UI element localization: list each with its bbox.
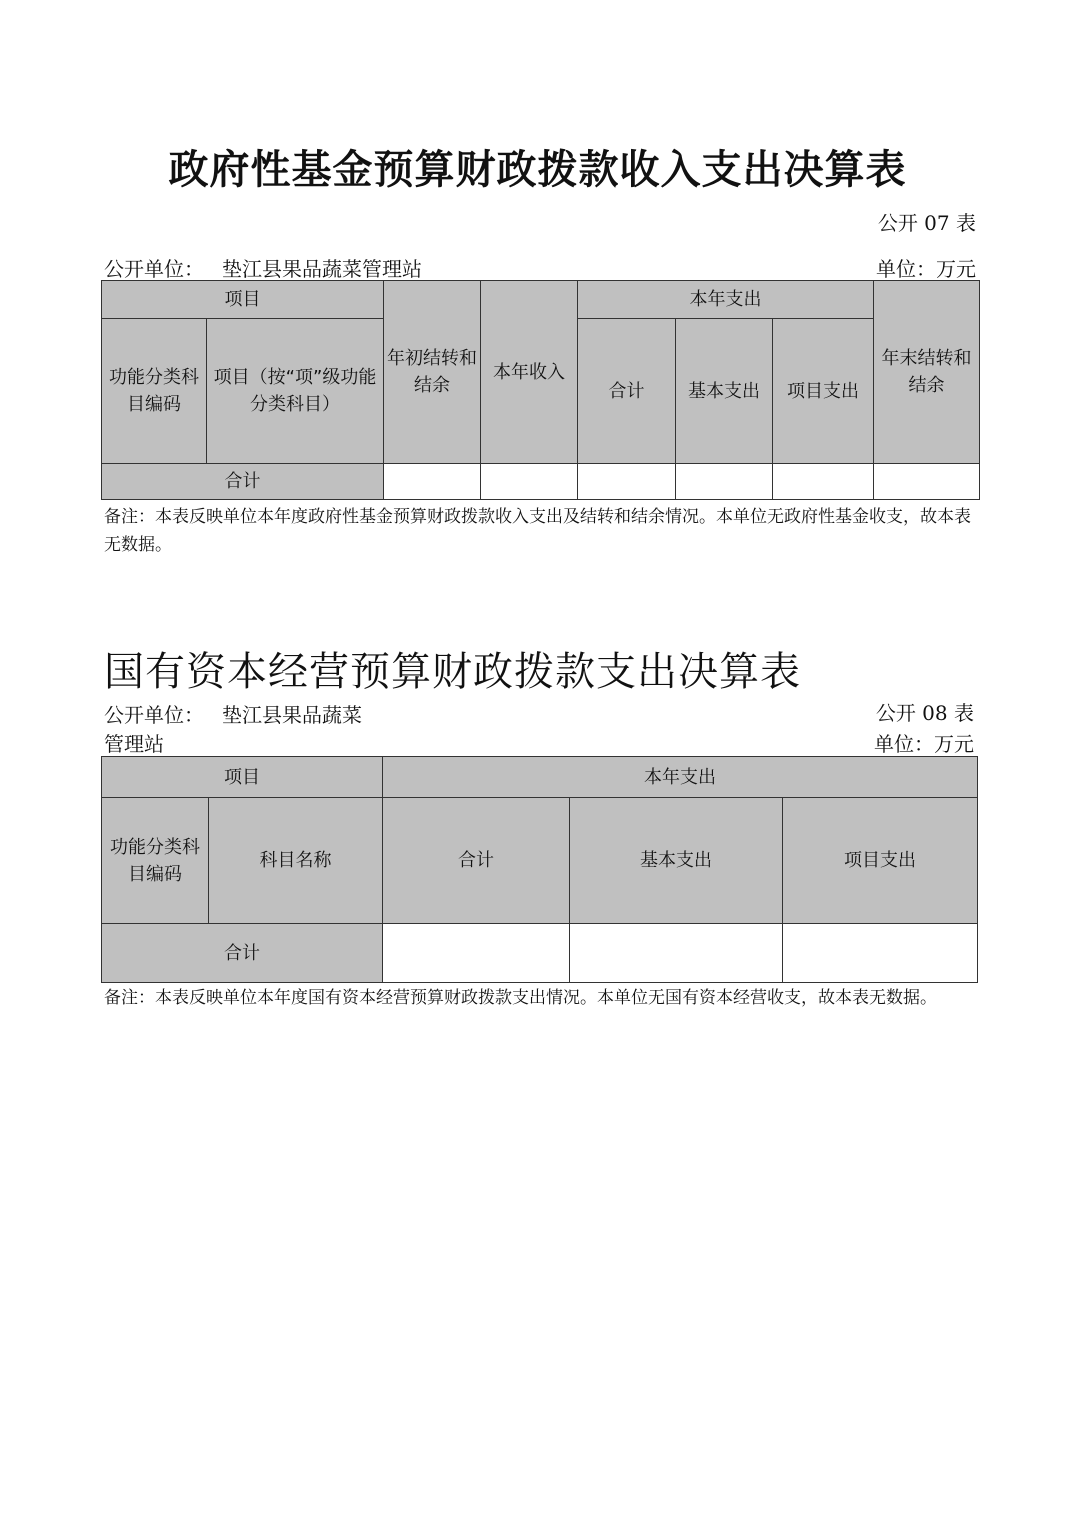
t1-total-label: 合计: [102, 464, 384, 500]
table2-unit-label: 公开单位：: [104, 703, 204, 727]
t1-total-project-exp: [773, 464, 874, 500]
t1-header-end-balance: 年末结转和结余: [874, 281, 980, 464]
t1-header-func-code: 功能分类科目编码: [102, 319, 207, 464]
table2-code: 公开 08 表: [875, 701, 974, 725]
table2-unit-measure: 单位：万元: [874, 732, 974, 756]
table1: [101, 280, 980, 500]
t2-total-basic: [570, 924, 783, 983]
t2-header-basic: 基本支出: [570, 798, 783, 924]
t1-header-total: 合计: [578, 319, 676, 464]
table1-code: 公开 07 表: [877, 211, 976, 235]
t1-header-basic: 基本支出: [676, 319, 773, 464]
t2-total-label: 合计: [102, 924, 383, 983]
table1-unit-label: 公开单位：: [104, 257, 204, 281]
t2-header-total: 合计: [383, 798, 570, 924]
t2-total-total: [383, 924, 570, 983]
t1-header-begin-balance: 年初结转和结余: [384, 281, 481, 464]
t1-total-expense-total: [578, 464, 676, 500]
table2: [101, 756, 978, 983]
t2-header-project: 项目: [102, 757, 383, 798]
t1-total-begin-balance: [384, 464, 481, 500]
t2-header-func-code: 功能分类科目编码: [102, 798, 209, 924]
t1-total-end-balance: [874, 464, 980, 500]
table2-unit-name-line1: 垫江县果品蔬菜: [222, 703, 362, 727]
t2-header-project-exp: 项目支出: [783, 798, 978, 924]
t1-header-project-exp: 项目支出: [773, 319, 874, 464]
t1-header-expense: 本年支出: [578, 281, 874, 319]
table1-note: 备注：本表反映单位本年度政府性基金预算财政拨款收入支出及结转和结余情况。本单位无政府性基金收支，故本表无数据。: [104, 507, 971, 555]
t1-header-income: 本年收入: [481, 281, 578, 464]
table2-title: 国有资本经营预算财政拨款支出决算表: [104, 649, 801, 695]
table2-unit-name-line2: 管理站: [104, 732, 164, 756]
t2-header-expense: 本年支出: [383, 757, 978, 798]
t2-header-subject-name: 科目名称: [209, 798, 383, 924]
table1-unit-name: 垫江县果品蔬菜管理站: [222, 257, 422, 281]
table1-title: 政府性基金预算财政拨款收入支出决算表: [168, 146, 907, 193]
table2-note: 备注：本表反映单位本年度国有资本经营预算财政拨款支出情况。本单位无国有资本经营收支，故本表无数据。: [104, 988, 937, 1008]
t1-total-basic: [676, 464, 773, 500]
t1-total-income: [481, 464, 578, 500]
t2-total-project-exp: [783, 924, 978, 983]
t1-header-item-name: 项目（按“项”级功能分类科目）: [207, 319, 384, 464]
t1-header-project: 项目: [102, 281, 384, 319]
table1-unit-measure: 单位：万元: [876, 257, 976, 281]
